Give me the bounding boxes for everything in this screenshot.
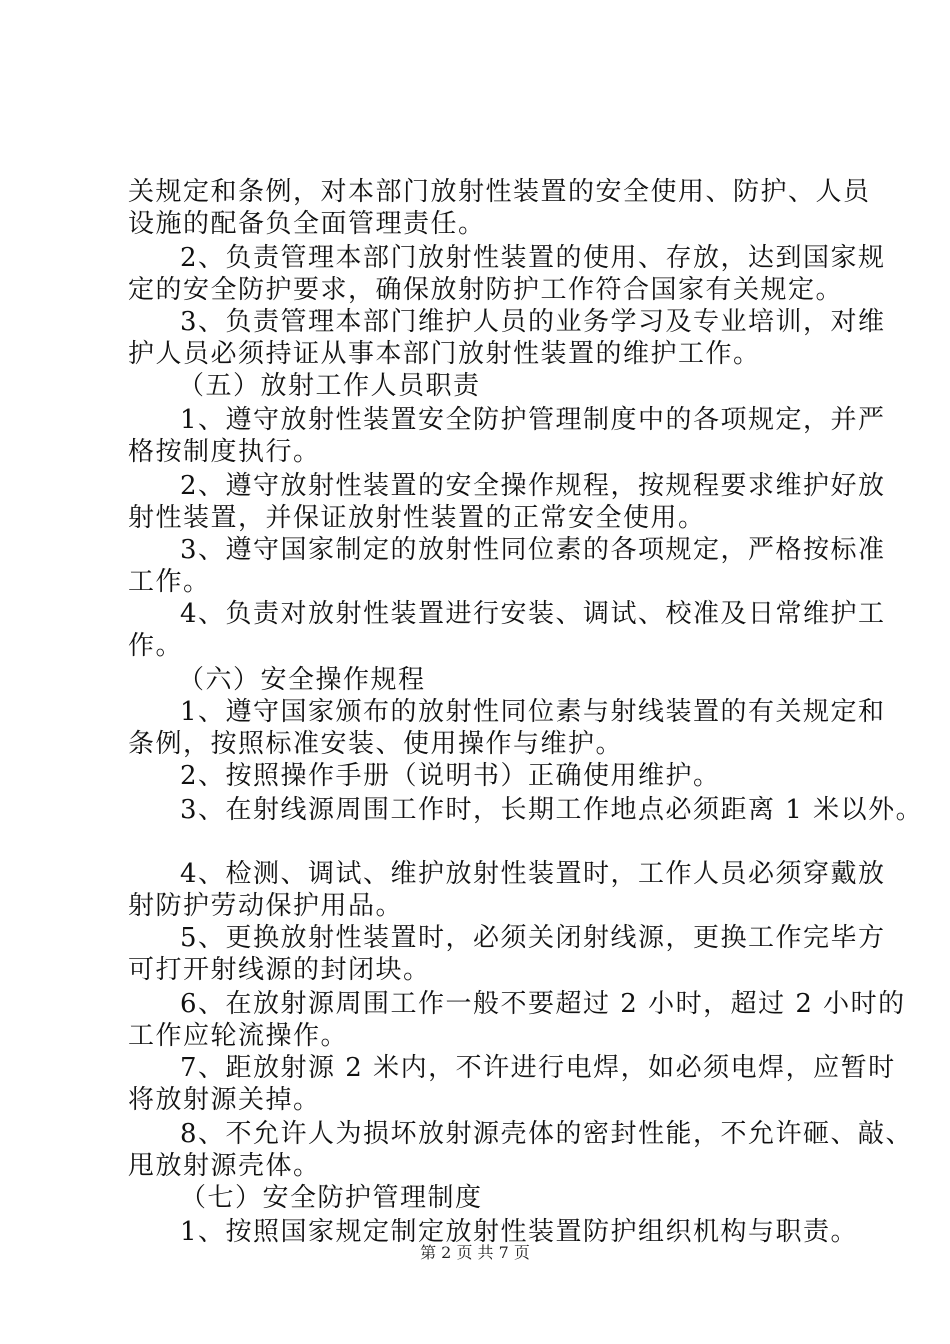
text-line: 条例，按照标准安装、使用操作与维护。 (128, 729, 624, 759)
section-heading: （七）安全防护管理制度 (180, 1183, 483, 1213)
text-line: 5、更换放射性装置时，必须关闭射线源，更换工作完毕方 (180, 923, 886, 953)
text-line: 6、在放射源周围工作一般不要超过 2 小时，超过 2 小时的 (180, 989, 906, 1019)
text-line: 护人员必须持证从事本部门放射性装置的维护工作。 (128, 339, 761, 369)
text-line: 工作。 (128, 567, 211, 597)
page-number-label: 第 2 页 共 7 页 (420, 1243, 530, 1262)
text-line: 定的安全防护要求，确保放射防护工作符合国家有关规定。 (128, 275, 844, 305)
text-line: 7、距放射源 2 米内，不许进行电焊，如必须电焊，应暂时 (180, 1053, 896, 1083)
text-line: 1、遵守国家颁布的放射性同位素与射线装置的有关规定和 (180, 697, 886, 727)
text-line: 2、按照操作手册（说明书）正确使用维护。 (180, 761, 721, 791)
text-line: 2、遵守放射性装置的安全操作规程，按规程要求维护好放 (180, 471, 886, 501)
text-line: 可打开射线源的封闭块。 (128, 955, 431, 985)
text-line: 2、负责管理本部门放射性装置的使用、存放，达到国家规 (180, 243, 886, 273)
text-line: 将放射源关掉。 (128, 1085, 321, 1115)
text-line: 射性装置，并保证放射性装置的正常安全使用。 (128, 503, 706, 533)
text-line: 3、负责管理本部门维护人员的业务学习及专业培训，对维 (180, 307, 886, 337)
text-line: 4、检测、调试、维护放射性装置时，工作人员必须穿戴放 (180, 859, 886, 889)
text-line: 8、不允许人为损坏放射源壳体的密封性能，不允许砸、敲、 (180, 1119, 914, 1149)
text-line: 1、按照国家规定制定放射性装置防护组织机构与职责。 (180, 1217, 859, 1247)
text-line: 1、遵守放射性装置安全防护管理制度中的各项规定，并严 (180, 405, 886, 435)
text-line: 格按制度执行。 (128, 437, 321, 467)
text-line: 作。 (128, 631, 184, 661)
text-line: 关规定和条例，对本部门放射性装置的安全使用、防护、人员 (128, 177, 871, 207)
text-line: 3、在射线源周围工作时，长期工作地点必须距离 1 米以外。 (180, 795, 924, 825)
section-heading: （六）安全操作规程 (178, 665, 426, 695)
text-line: 3、遵守国家制定的放射性同位素的各项规定，严格按标准 (180, 535, 886, 565)
text-line: 4、负责对放射性装置进行安装、调试、校准及日常维护工 (180, 599, 886, 629)
text-line: 设施的配备负全面管理责任。 (128, 209, 486, 239)
page-footer (0, 1243, 950, 1263)
text-line: 射防护劳动保护用品。 (128, 891, 404, 921)
section-heading: （五）放射工作人员职责 (178, 371, 481, 401)
text-line: 甩放射源壳体。 (128, 1151, 321, 1181)
text-line: 工作应轮流操作。 (128, 1021, 349, 1051)
